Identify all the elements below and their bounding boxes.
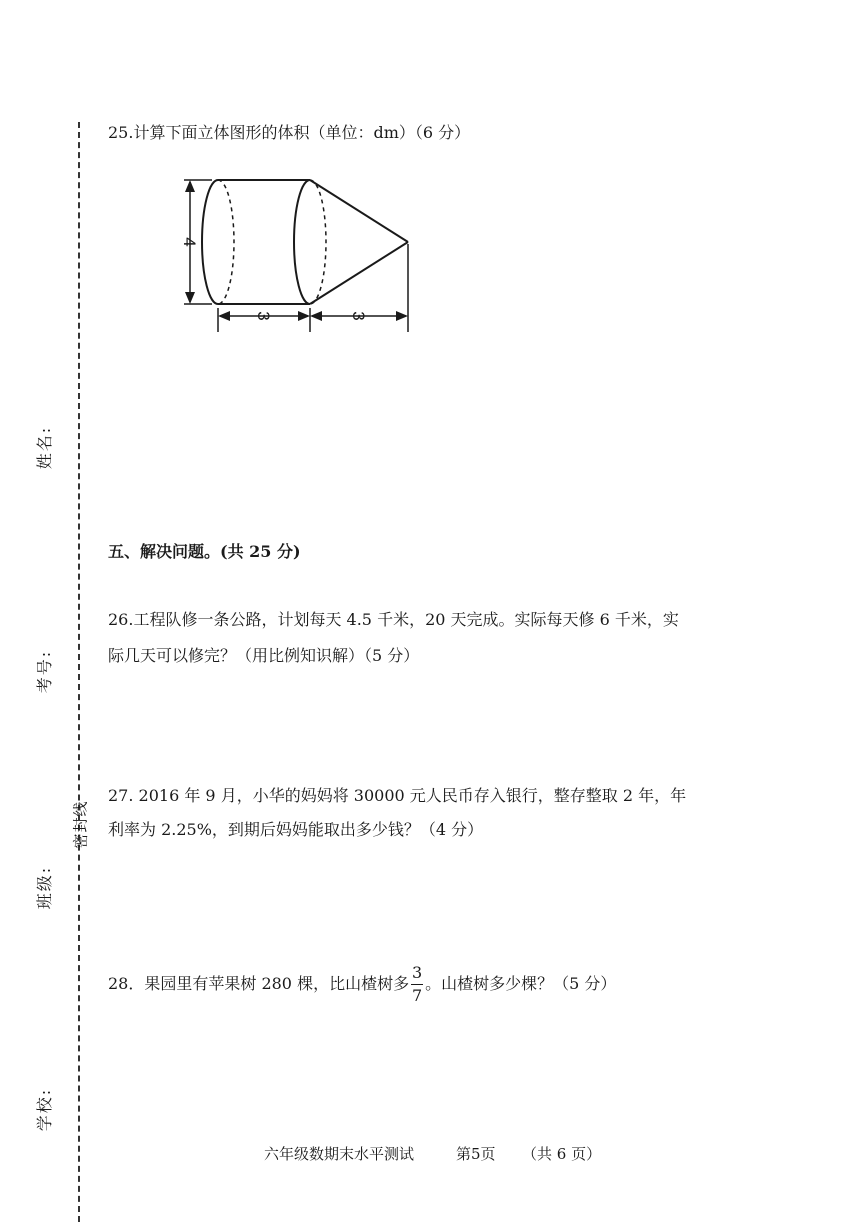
figure-cone-length-label: 3	[349, 311, 368, 321]
footer-total-pages: （共 6 页）	[522, 1145, 602, 1163]
question-27-line1: 27. 2016 年 9 月，小华的妈妈将 30000 元人民币存入银行，整存整取 2 年，年	[108, 786, 687, 805]
question-28-suffix: 。山楂树多少棵？（5 分）	[425, 974, 617, 993]
seal-line-label: 密封线	[71, 800, 90, 849]
name-label: 姓名:	[35, 425, 55, 470]
cylinder-cone-figure	[170, 168, 420, 340]
fraction-numerator: 3	[411, 963, 423, 982]
question-27-line2: 利率为 2.25%，到期后妈妈能取出多少钱？（4 分）	[108, 820, 484, 839]
question-28-prefix: 28．果园里有苹果树 280 棵，比山楂树多	[108, 974, 410, 993]
figure-cylinder-length-label: 3	[254, 311, 273, 321]
class-label: 班级:	[35, 865, 55, 910]
footer-page-number: 第5页	[456, 1145, 496, 1163]
seal-dashed-line	[78, 122, 80, 1222]
question-25-text: 25.计算下面立体图形的体积（单位：dm）（6 分）	[108, 123, 471, 142]
fraction-denominator: 7	[411, 986, 423, 1005]
fraction-bar	[411, 984, 423, 985]
fraction-three-sevenths	[411, 964, 423, 1005]
question-26-line1: 26.工程队修一条公路，计划每天 4.5 千米，20 天完成。实际每天修 6 千米，实	[108, 610, 679, 629]
figure-height-label: 4	[180, 237, 199, 247]
school-label: 学校:	[35, 1087, 55, 1132]
exam-number-label: 考号:	[35, 649, 55, 694]
section-5-heading: 五、解决问题。(共 25 分)	[108, 542, 301, 561]
footer-exam-title: 六年级数期末水平测试	[264, 1145, 415, 1163]
question-28	[108, 958, 616, 1010]
question-26-line2: 际几天可以修完？（用比例知识解）（5 分）	[108, 646, 420, 665]
